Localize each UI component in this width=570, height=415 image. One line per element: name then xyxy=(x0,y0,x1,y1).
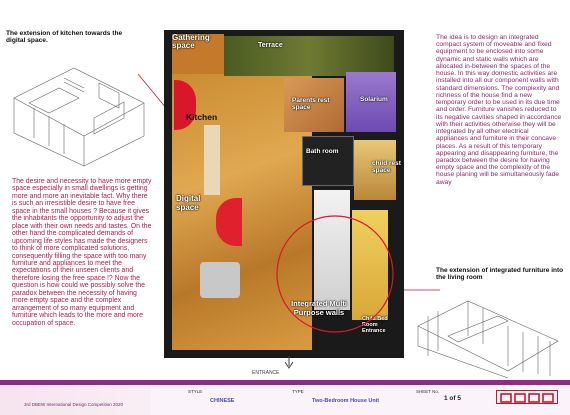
sheet-value: 1 of 5 xyxy=(444,395,461,402)
label-bath: Bath room xyxy=(306,148,339,155)
design-problem-text: The desire and necessity to have more empty space especially in small dwellings is getting more and more an inevitable fact. Why there is such an irresistible desire to have free space in the small houses ? Because it gives the inhabitants the opportunity to adjust the place with their own needs and tastes. On the other hand the complicated demands of upcoming life styles has made the designers to think of more complicated solutions, consequently filling the space with too many furniture and appliances to meet the expectations of their unseen clients and therefore losing the free space !? Now the question is how could we possibly solve the paradox between the necessity of having more empty space and the complex arrangement of so many equipment and furniture which leads to the more and more occupation of space. xyxy=(12,178,152,327)
label-terrace: Terrace xyxy=(258,42,283,49)
kitchen-extension-note: The extension of kitchen towards the digital space. xyxy=(6,30,123,45)
competition-name: 3rd DBEW International Design Competition 2020 xyxy=(24,402,124,407)
label-solarium: Solarium xyxy=(360,96,388,103)
type-label: TYPE xyxy=(292,389,304,394)
sheet-logo-mark xyxy=(496,390,558,404)
label-parents: Parents rest space xyxy=(292,97,330,111)
title-block xyxy=(0,380,570,415)
label-child-rest: child rest space xyxy=(372,160,401,174)
style-value: CHINESE xyxy=(210,398,235,404)
design-idea-text: The idea is to design an integrated compact system of moveable and fixed equipment to be enclosed into some dynamic and static walls which are allocated in-between the spaces of the house. In this way domestic activities are installed into all our component walls with standard dimensions. The complexity and richness of the house find a new temporary order to be used in its due time and order. Furniture vanishes reduced to its negative cavities shaped in accordance with their activities otherwise they will be integrated by all other electrical appliances and furniture in their concave places. As a result of this temporary appearing and disappearing furniture, the paradox between the desire for having empty space and the complexity of the house planing will be simultaneously fade away xyxy=(436,34,562,186)
competition-block xyxy=(0,385,150,415)
label-kitchen: Kitchen xyxy=(186,112,218,122)
sheet-label: SHEET No. xyxy=(416,389,440,394)
label-digital: Digital space xyxy=(176,194,201,212)
style-label: STYLE xyxy=(188,389,203,394)
type-value: Two-Bedroom House Unit xyxy=(312,398,380,404)
label-multi: Integrated Multi Purpose walls xyxy=(291,299,347,317)
logo-glyph-icon xyxy=(497,392,557,404)
furniture-isometric-sketch xyxy=(408,286,568,378)
label-entrance: ENTRANCE xyxy=(252,370,280,376)
label-gathering: Gathering space xyxy=(172,33,210,51)
furniture-extension-note: The extension of integrated furniture into the living room xyxy=(436,267,564,282)
label-child-bed: Child Bed Room Entrance xyxy=(362,316,388,334)
